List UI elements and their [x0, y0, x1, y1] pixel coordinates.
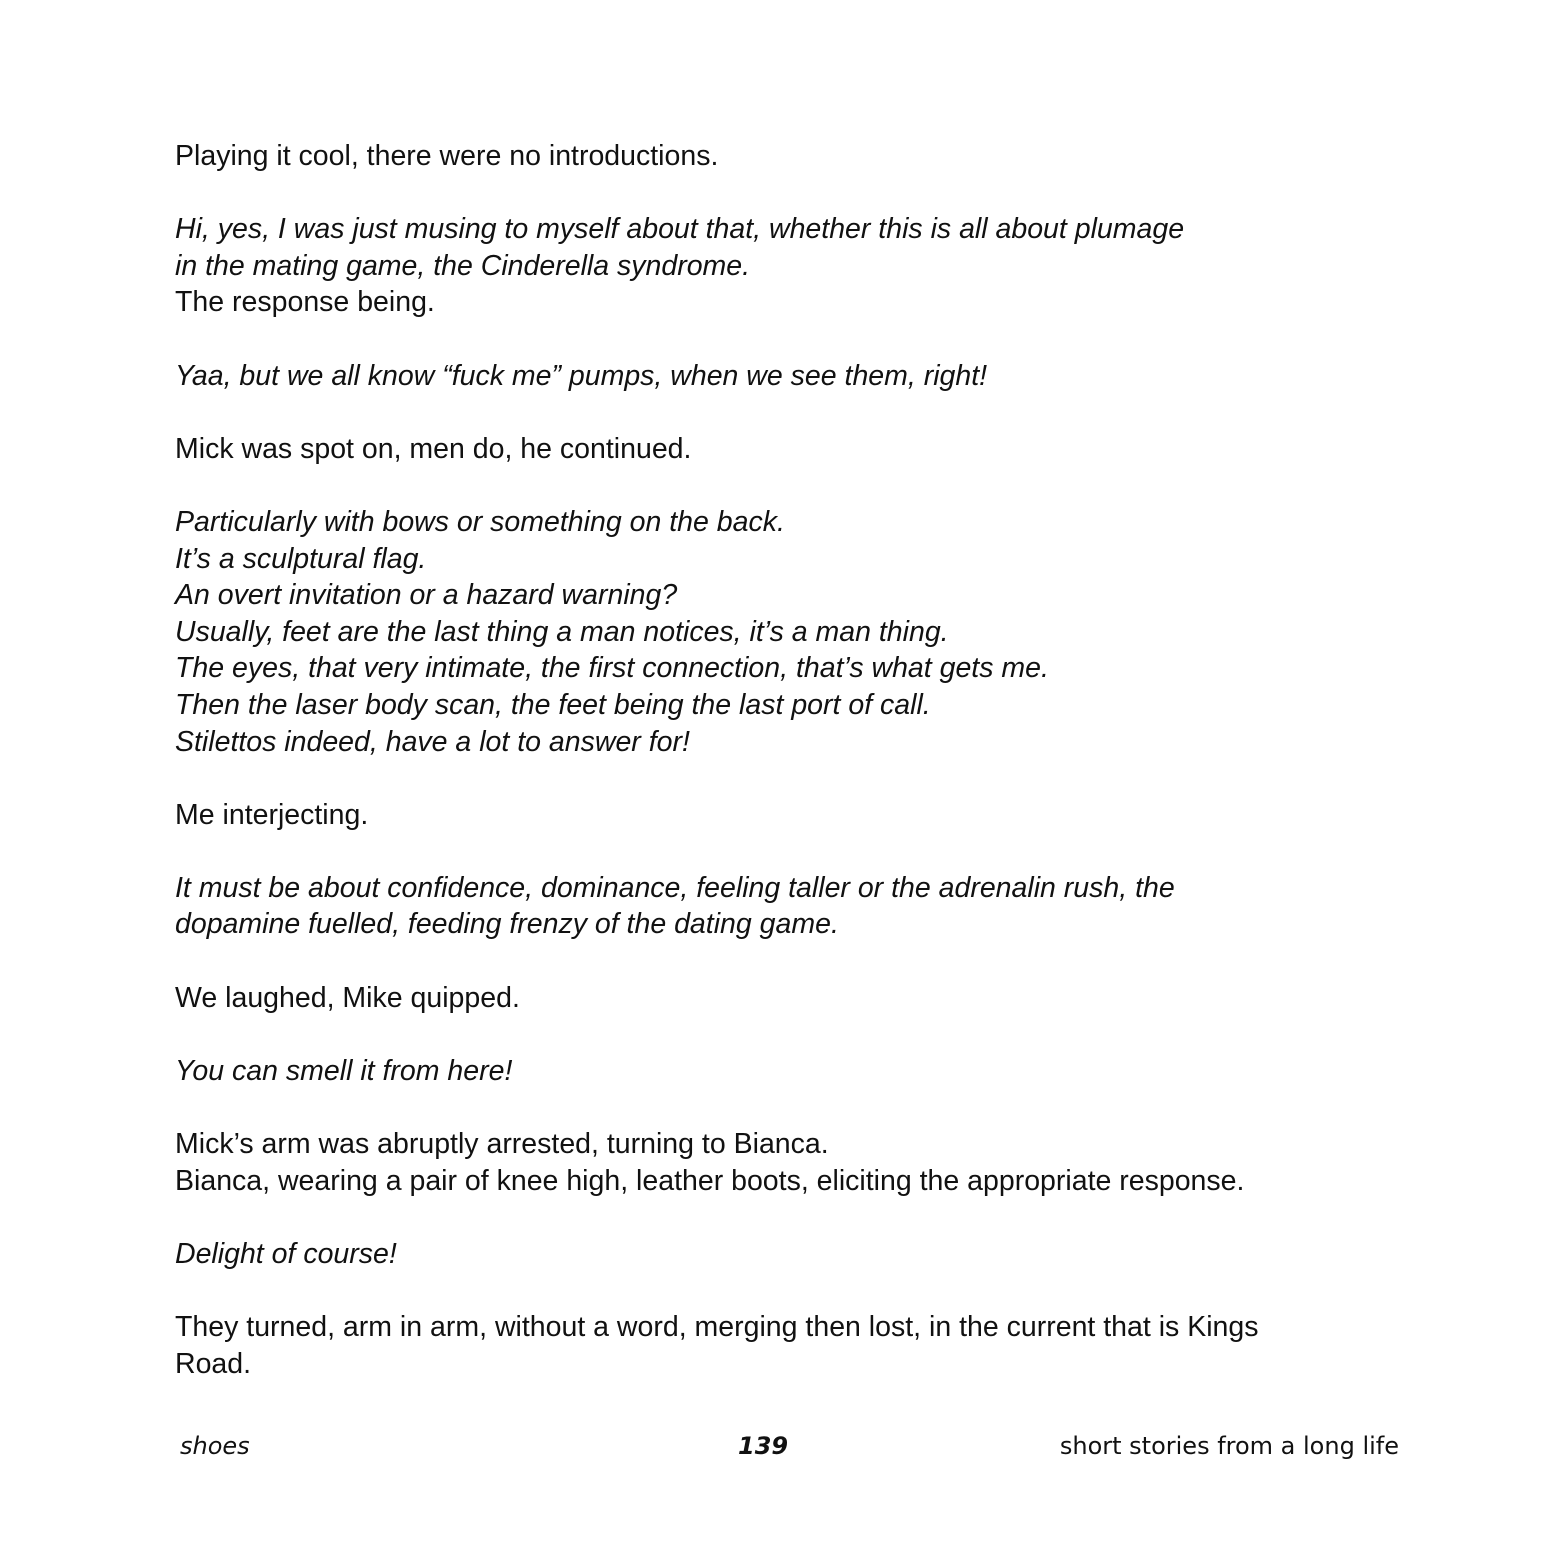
- narration-paragraph: [175, 980, 1375, 1017]
- text-line: in the mating game, the Cinderella syndrome.: [175, 249, 751, 282]
- text-line: Usually, feet are the last thing a man notices, it’s a man thing.: [175, 615, 949, 648]
- paragraph-spacer: [175, 175, 1375, 212]
- dialogue-paragraph: [175, 1236, 1375, 1273]
- text-line: It must be about confidence, dominance, feeling taller or the adrenalin rush, the: [175, 871, 1175, 904]
- footer-section-title: shoes: [180, 1432, 250, 1460]
- text-line: The eyes, that very intimate, the first connection, that’s what gets me.: [175, 652, 1049, 685]
- text-line: Playing it cool, there were no introductions.: [175, 140, 719, 172]
- dialogue-paragraph: [175, 870, 1375, 943]
- narration-paragraph: [175, 797, 1375, 834]
- text-line: Bianca, wearing a pair of knee high, leather boots, eliciting the appropriate response.: [175, 1164, 1245, 1197]
- footer-page-number: 139: [738, 1432, 789, 1460]
- paragraph-spacer: [175, 467, 1375, 504]
- text-line: An overt invitation or a hazard warning?: [175, 579, 678, 612]
- paragraph-spacer: [175, 321, 1375, 358]
- text-line: Stilettos indeed, have a lot to answer for!: [175, 725, 690, 758]
- text-line: Me interjecting.: [175, 798, 369, 831]
- paragraph-spacer: [175, 1272, 1375, 1309]
- text-line: Yaa, but we all know “fuck me” pumps, when we see them, right!: [175, 359, 988, 392]
- narration-paragraph: [175, 1309, 1375, 1382]
- story-text: [175, 138, 1375, 1382]
- dialogue-paragraph: [175, 504, 1375, 760]
- narration-paragraph: [175, 284, 1375, 321]
- text-line: The response being.: [175, 286, 435, 319]
- narration-paragraph: [175, 138, 1375, 175]
- text-line: Then the laser body scan, the feet being the last port of call.: [175, 688, 931, 721]
- paragraph-spacer: [175, 760, 1375, 797]
- dialogue-paragraph: [175, 358, 1375, 395]
- text-line: Mick was spot on, men do, he continued.: [175, 432, 692, 465]
- text-line: Hi, yes, I was just musing to myself about that, whether this is all about plumage: [175, 213, 1185, 246]
- text-line: You can smell it from here!: [175, 1054, 513, 1087]
- text-line: Mick’s arm was abruptly arrested, turning to Bianca.: [175, 1128, 829, 1161]
- paragraph-spacer: [175, 1016, 1375, 1053]
- paragraph-spacer: [175, 1199, 1375, 1236]
- paragraph-spacer: [175, 1089, 1375, 1126]
- narration-paragraph: [175, 431, 1375, 468]
- text-line: Delight of course!: [175, 1237, 397, 1270]
- paragraph-spacer: [175, 833, 1375, 870]
- footer-book-title: short stories from a long life: [1059, 1432, 1399, 1460]
- narration-paragraph: [175, 1126, 1375, 1199]
- dialogue-paragraph: [175, 1053, 1375, 1090]
- text-line: Particularly with bows or something on the back.: [175, 505, 785, 538]
- page-footer: [0, 1432, 1557, 1472]
- text-line: Road.: [175, 1347, 252, 1380]
- dialogue-paragraph: [175, 211, 1375, 284]
- text-line: They turned, arm in arm, without a word, merging then lost, in the current that is Kings: [175, 1311, 1259, 1343]
- text-line: It’s a sculptural flag.: [175, 542, 427, 575]
- paragraph-spacer: [175, 394, 1375, 431]
- text-line: We laughed, Mike quipped.: [175, 981, 520, 1014]
- paragraph-spacer: [175, 943, 1375, 980]
- text-line: dopamine fuelled, feeding frenzy of the dating game.: [175, 908, 839, 941]
